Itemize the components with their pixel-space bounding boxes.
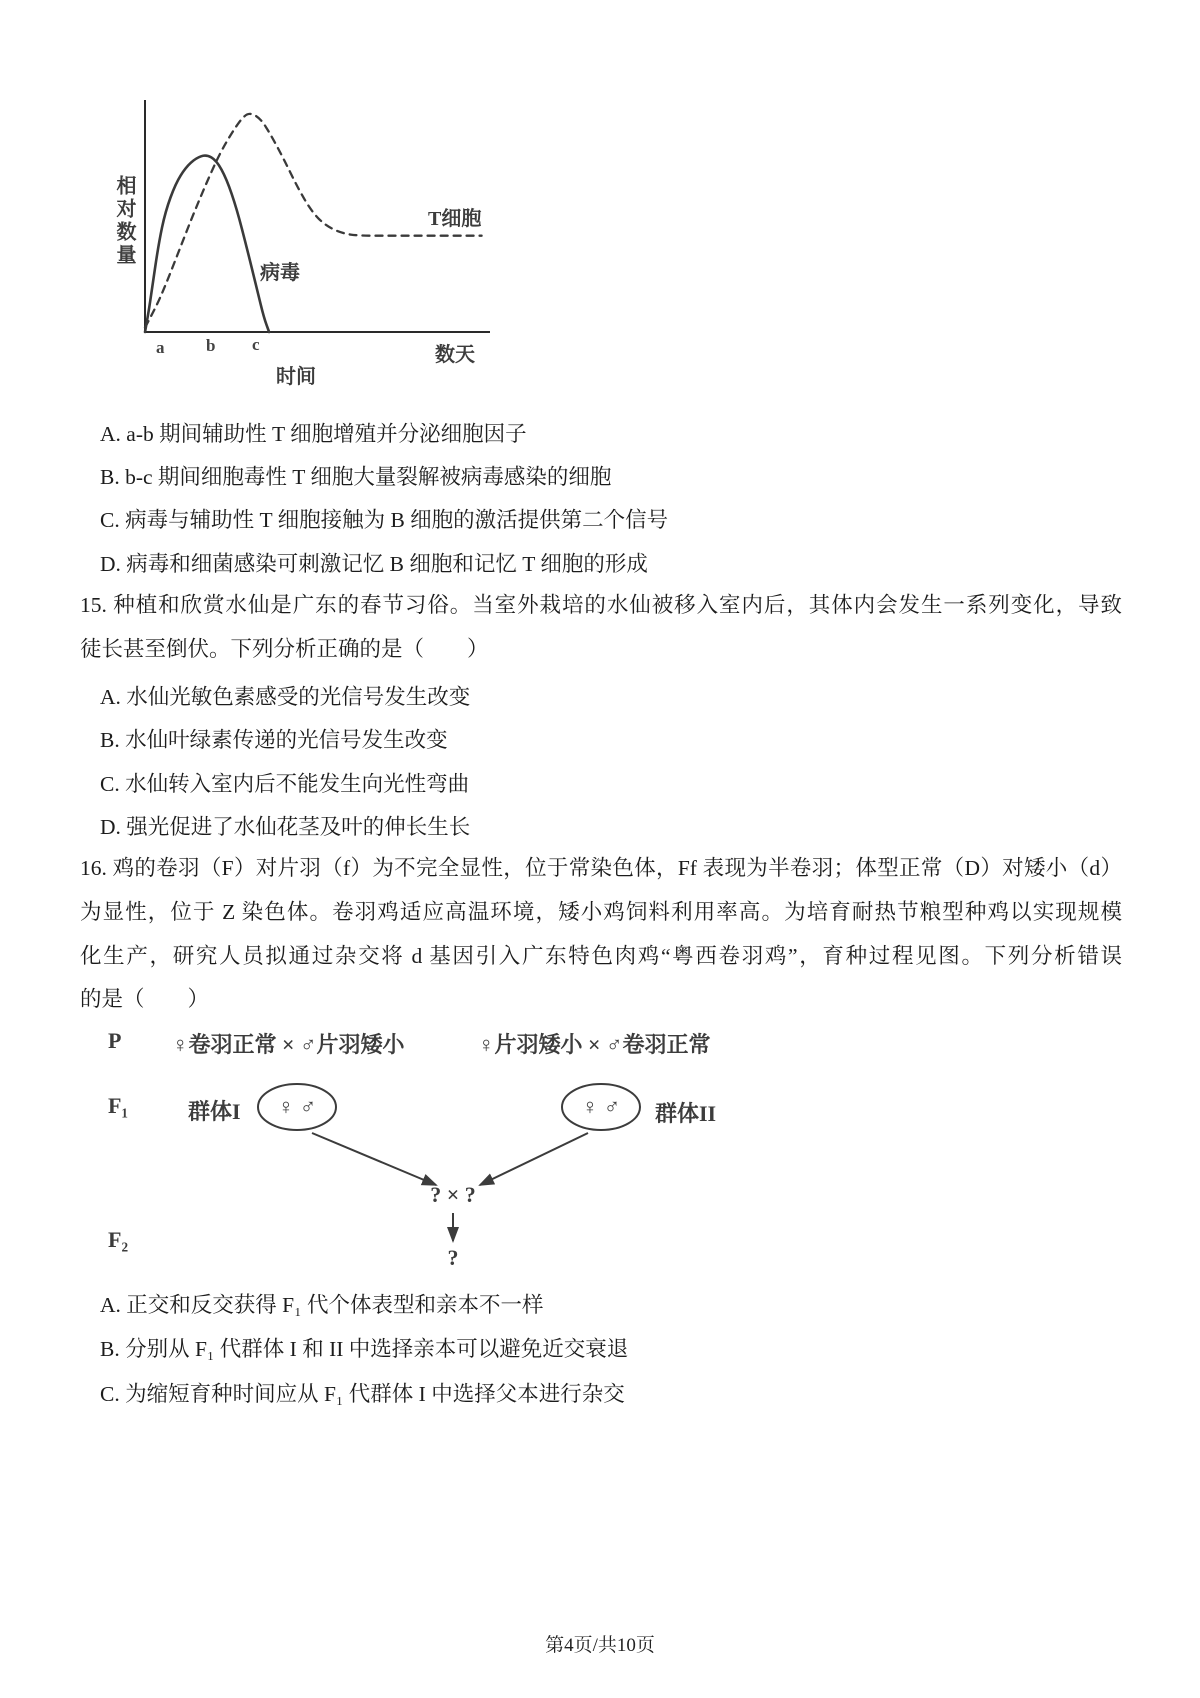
breeding-diagram	[90, 1015, 830, 1283]
cross-left-label: ♀卷羽正常 × ♂片羽矮小	[172, 1032, 405, 1057]
arrow-group2-to-cross	[480, 1133, 588, 1185]
unknown-offspring-label: ?	[447, 1245, 459, 1270]
q15-option-c: C. 水仙转入室内后不能发生向光性弯曲	[100, 772, 470, 796]
x-tick-b: b	[206, 336, 216, 355]
q14-option-b: B. b-c 期间细胞毒性 T 细胞大量裂解被病毒感染的细胞	[100, 465, 612, 489]
group1-pair: ♀ ♂	[277, 1094, 317, 1119]
f1-generation-label: F₁	[108, 1093, 129, 1118]
q14-option-c: C. 病毒与辅助性 T 细胞接触为 B 细胞的激活提供第二个信号	[100, 508, 669, 532]
q16-stem-line2: 为显性，位于 Z 染色体。卷羽鸡适应高温环境，矮小鸡饲料利用率高。为培育耐热节粮型种鸡以实现规模	[80, 900, 1122, 924]
series-label-tcell: T细胞	[428, 208, 482, 230]
x-tick-a: a	[156, 338, 165, 357]
chart-y-axis-label: 相对数量	[113, 175, 135, 267]
immune-response-chart	[90, 80, 520, 400]
group2-pair: ♀ ♂	[581, 1094, 621, 1119]
group1-label: 群体I	[188, 1099, 241, 1124]
unknown-cross-label: ? × ?	[430, 1182, 476, 1207]
cross-right-label: ♀片羽矮小 × ♂卷羽正常	[478, 1032, 711, 1057]
group2-label: 群体II	[655, 1101, 717, 1126]
q15-stem-line2: 徒长甚至倒伏。下列分析正确的是（ ）	[80, 637, 489, 661]
q16-option-b: B. 分别从 F₁ 代群体 I 和 II 中选择亲本可以避免近交衰退	[100, 1337, 629, 1361]
q15-option-d: D. 强光促进了水仙花茎及叶的伸长生长	[100, 815, 471, 839]
x-tick-c: c	[252, 335, 260, 354]
arrow-group1-to-cross	[312, 1133, 436, 1185]
series-label-virus: 病毒	[260, 262, 300, 284]
f2-generation-label: F₂	[108, 1227, 129, 1252]
q16-option-c: C. 为缩短育种时间应从 F₁ 代群体 I 中选择父本进行杂交	[100, 1382, 625, 1406]
q16-stem-line4: 的是（ ）	[80, 987, 210, 1011]
q15-option-a: A. 水仙光敏色素感受的光信号发生改变	[100, 685, 471, 709]
p-generation-label: P	[108, 1028, 122, 1053]
q15-stem-line1: 15. 种植和欣赏水仙是广东的春节习俗。当室外栽培的水仙被移入室内后，其体内会发生一系列变化，导致	[80, 593, 1122, 617]
page-number-footer: 第4页/共10页	[545, 1635, 655, 1656]
q16-stem-line3: 化生产，研究人员拟通过杂交将 d 基因引入广东特色肉鸡“粤西卷羽鸡”，育种过程见图。下列分析错误	[80, 944, 1122, 968]
q15-option-b: B. 水仙叶绿素传递的光信号发生改变	[100, 728, 448, 752]
q16-option-a: A. 正交和反交获得 F₁ 代个体表型和亲本不一样	[100, 1293, 544, 1317]
chart-x-axis-label: 时间	[276, 366, 316, 388]
q14-option-d: D. 病毒和细菌感染可刺激记忆 B 细胞和记忆 T 细胞的形成	[100, 552, 648, 576]
chart-x-end-label: 数天	[435, 344, 475, 366]
q14-option-a: A. a-b 期间辅助性 T 细胞增殖并分泌细胞因子	[100, 422, 527, 446]
q16-stem-line1: 16. 鸡的卷羽（F）对片羽（f）为不完全显性，位于常染色体，Ff 表现为半卷羽；体型正常（D）对矮小（d）	[80, 856, 1122, 880]
